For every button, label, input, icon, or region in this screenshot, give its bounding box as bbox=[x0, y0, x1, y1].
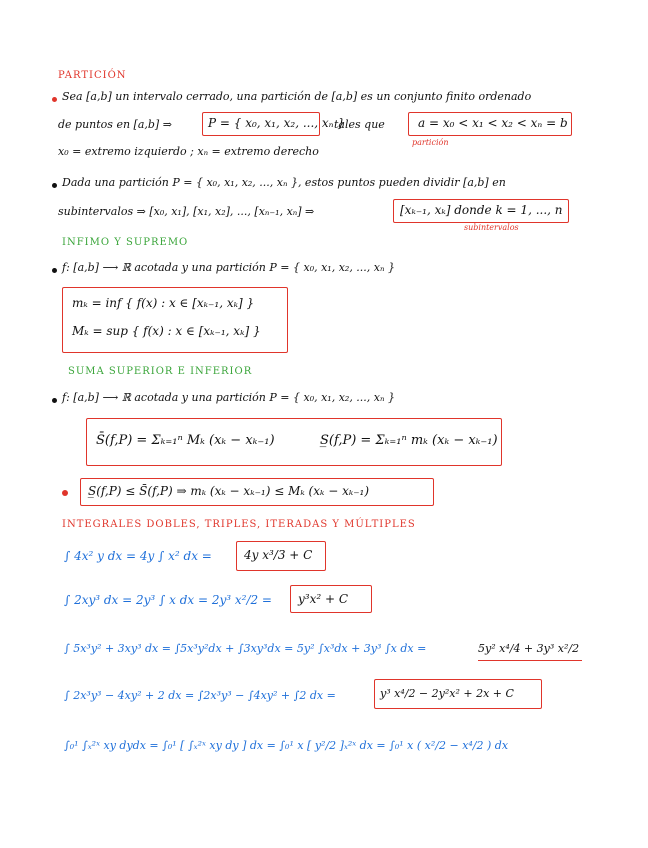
integral-3-result: 5y² x⁴/4 + 3y³ x²/2 bbox=[478, 642, 580, 655]
subintervalos-line-1: Dada una partición P = { x₀, x₁, x₂, ..., xₙ }, estos puntos pueden dividir [a,b] en bbox=[62, 176, 506, 189]
integral-5 bbox=[64, 739, 508, 752]
integral-1 bbox=[64, 549, 212, 563]
upper-sum: S̄(f,P) = Σₖ₌₁ⁿ Mₖ (xₖ − xₖ₋₁) bbox=[96, 433, 275, 448]
particion-order: a = x₀ < x₁ < x₂ < xₙ = b bbox=[418, 116, 568, 130]
particion-def-line-1: Sea [a,b] un intervalo cerrado, una partición de [a,b] es un conjunto finito ordenado bbox=[62, 90, 532, 103]
integral-3 bbox=[64, 642, 426, 655]
integral-2-expr: ∫ 2xy³ dx = 2y³ ∫ x dx = 2y³ x²/2 = bbox=[64, 593, 272, 607]
tales-que: tales que bbox=[334, 118, 385, 131]
particion-set: P = { x₀, x₁, x₂, ..., xₙ } bbox=[208, 116, 345, 130]
bullet bbox=[52, 398, 57, 403]
heading-integrales: INTEGRALES DOBLES, TRIPLES, ITERADAS Y MÚLTIPLES bbox=[62, 519, 416, 530]
bullet bbox=[52, 97, 57, 102]
subint-formula: [xₖ₋₁, xₖ] donde k = 1, ..., n bbox=[400, 203, 563, 217]
mk-formula: mₖ = inf { f(x) : x ∈ [xₖ₋₁, xₖ] } bbox=[72, 296, 255, 310]
bullet bbox=[52, 183, 57, 188]
integral-1-result: 4y x³/3 + C bbox=[244, 548, 313, 562]
suma-line: f: [a,b] ⟶ ℝ acotada y una partición P = { x₀, x₁, x₂, ..., xₙ } bbox=[62, 391, 395, 404]
integral-2 bbox=[64, 593, 272, 607]
integral-1-expr: ∫ 4x² y dx = 4y ∫ x² dx = bbox=[64, 549, 212, 563]
extremos-line: x₀ = extremo izquierdo ; xₙ = extremo derecho bbox=[58, 145, 319, 158]
subintervalos-line-2: subintervalos ⇒ [x₀, x₁], [x₁, x₂], ..., [xₙ₋₁, xₙ] ⇒ bbox=[58, 205, 315, 218]
infimo-line: f: [a,b] ⟶ ℝ acotada y una partición P = { x₀, x₁, x₂, ..., xₙ } bbox=[62, 261, 395, 274]
bullet bbox=[52, 268, 57, 273]
Mk-formula: Mₖ = sup { f(x) : x ∈ [xₖ₋₁, xₖ] } bbox=[72, 324, 261, 338]
integral-4 bbox=[64, 689, 336, 702]
heading-suma: SUMA SUPERIOR E INFERIOR bbox=[68, 366, 253, 377]
particion-def-line-2: de puntos en [a,b] ⇒ bbox=[58, 118, 172, 131]
integral-3-expr: ∫ 5x³y² + 3xy³ dx = ∫5x³y²dx + ∫3xy³dx = 5y² ∫x³dx + 3y³ ∫x dx = bbox=[64, 642, 427, 655]
sum-inequality: S̲(f,P) ≤ S̄(f,P) ⇒ mₖ (xₖ − xₖ₋₁) ≤ Mₖ (xₖ − xₖ₋₁) bbox=[88, 484, 370, 498]
bullet bbox=[62, 490, 68, 496]
lower-sum: S̲(f,P) = Σₖ₌₁ⁿ mₖ (xₖ − xₖ₋₁) bbox=[320, 433, 498, 448]
integral-2-result: y³x² + C bbox=[298, 592, 349, 606]
heading-particion: PARTICIÓN bbox=[58, 70, 127, 81]
integral-4-expr: ∫ 2x³y³ − 4xy² + 2 dx = ∫2x³y³ − ∫4xy² + ∫2 dx = bbox=[64, 689, 336, 702]
integral-4-result: y³ x⁴/2 − 2y²x² + 2x + C bbox=[380, 687, 514, 700]
integral-5-expr: ∫₀¹ ∫ₓ²ˣ xy dydx = ∫₀¹ [ ∫ₓ²ˣ xy dy ] dx = ∫₀¹ x [ y²/2 ]ₓ²ˣ dx = ∫₀¹ x ( x²/2 − x⁴/2 ) dx bbox=[64, 739, 509, 752]
heading-infimo-supremo: INFIMO Y SUPREMO bbox=[62, 237, 189, 248]
label-subintervalos: subintervalos bbox=[464, 223, 519, 232]
integral-3-underline bbox=[478, 660, 582, 661]
label-particion: partición bbox=[412, 138, 449, 147]
